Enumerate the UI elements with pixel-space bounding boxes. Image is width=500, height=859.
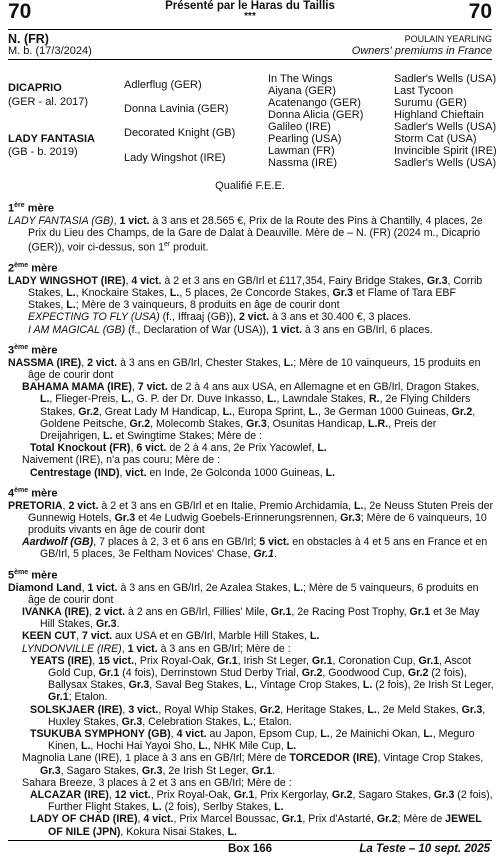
footer-divider: [8, 840, 492, 841]
horse-name: N. (FR): [8, 32, 49, 46]
gen3-5: Galileo (IRE): [268, 121, 331, 133]
gen4-5: Sadler's Wells (USA): [394, 121, 497, 133]
gen3-4: Donna Alicia (GER): [268, 109, 364, 121]
gen4-3: Surumu (GER): [394, 97, 467, 109]
sale-info: La Teste – 10 sept. 2025: [359, 843, 490, 855]
gen4-2: Last Tycoon: [394, 85, 454, 97]
gen3-2: Aiyana (GER): [268, 85, 336, 97]
gen3-7: Lawman (FR): [268, 145, 335, 157]
gen4-7: Invincible Spirit (IRE): [394, 145, 497, 157]
qualification: Qualifié F.E.E.: [215, 180, 285, 192]
gen4-1: Sadler's Wells (USA): [394, 73, 497, 85]
lot-number-left: 70: [8, 0, 32, 23]
sire-desc: (GER - al. 2017): [8, 96, 89, 108]
presenter: Présenté par le Haras du Taillis: [165, 0, 335, 12]
box-number: Box 166: [227, 843, 273, 855]
gen2-4: Lady Wingshot (IRE): [124, 152, 226, 164]
pedigree-family: 1ère mère LADY FANTASIA (GB), 1 vict. à 3 ans et 28.565 €, Prix de la Route des Pins à Chantilly, 4 places, 2e Prix du Lieu des Champs, de la Gare de Dalat à Deauville. Mère de – N. (FR) (2024 m., Dicaprio (GER)), voir ci-dessus, son 1er produit. 2ème mère LADY WINGSHOT (IRE), 4 vict. à 2 et 3 ans en GB/Irl et £117,354, Fairy Bridge Stakes, Gr.3, Corrib Stakes, L., Knockaire Stakes, L., 5 places, 2e Concorde Stakes, Gr.3 et Flame of Tara EBF Stakes, L.; Mère de 3 vainqueurs, 8 produits en âge de courir dont EXPECTING TO FLY (USA) (f., Iffraaj (GB)), 2 vict. à 3 ans et 30.400 €, 3 places. I AM MAGICAL (GB) (f., Declaration of War (USA)), 1 vict. à 3 ans en GB/Irl, 6 places. 3ème mère NASSMA (IRE), 2 vict. à 3 ans en GB/Irl, Chester Stakes, L.; Mère de 10 vainqueurs, 15 produits en âge de courir dont BAHAMA MAMA (IRE), 7 vict. de 2 à 4 ans aux USA, en Allemagne et en GB/Irl, Dragon Stakes, L., Flieger-Preis, L., G. P. der Dr. Duve Inkasso, L., Lawndale Stakes, R., 2e Flying Childers Stakes, Gr.2, Great Lady M Handicap, L., Europa Sprint, L., 3e German 1000 Guineas, Gr.2, Goldene Peitsche, Gr.2, Molecomb Stakes, Gr.3, Osunitas Handicap, L.R., Preis der Dreijahrigen, L. et Swingtime Stakes; Mère de : Total Knockout (FR), 6 vict. de 2 à 4 ans, 2e Prix Yacowlef, L. Naivement (IRE), n'a pas couru; Mère de : Centrestage (IND), vict. en Inde, 2e Golconda 1000 Guineas, L. 4ème mère PRETORIA, 2 vict. à 2 et 3 ans en GB/Irl et en Italie, Premio Archidamia, L., 2e Neuss Stuten Preis der Gunnewig Hotels, Gr.3 et 4e Ludwig Goebels-Erinnerungsrennen, Gr.3; Mère de 6 vainqueurs, 10 produits vivants en âge de courir dont Aardwolf (GB), 7 places à 2, 3 et 6 ans en GB/Irl; 5 vict. en obstacles à 4 et 5 ans en France et en GB/Irl, 5 places, 3e Feltham Novices' Chase, Gr.1. 5ème mère Diamond Land, 1 vict. à 3 ans en GB/Irl, 2e Azalea Stakes, L.; Mère de 5 vainqueurs, 6 produits en âge de courir dont IVANKA (IRE), 2 vict. à 2 ans en GB/Irl, Fillies' Mile, Gr.1, 2e Racing Post Trophy, Gr.1 et 3e May Hill Stakes, Gr.3. KEEN CUT, 7 vict. aux USA et en GB/Irl, Marble Hill Stakes, L. LYNDONVILLE (IRE), 1 vict. à 3 ans en GB/Irl; Mère de : YEATS (IRE), 15 vict., Prix Royal-Oak, Gr.1, Irish St Leger, Gr.1, Coronation Cup, Gr.1, Ascot Gold Cup, Gr.1 (4 fois), Derrinstown Stud Derby Trial, Gr.2, Goodwood Cup, Gr.2 (2 fois), Ballysax Stakes, Gr.3, Saval Beg Stakes, L., Vintage Crop Stakes, L. (2 fois), 2e Irish St Leger, Gr.1; Etalon. SOLSKJAER (IRE), 3 vict., Royal Whip Stakes, Gr.2, Heritage Stakes, L., 2e Meld Stakes, Gr.3, Huxley Stakes, Gr.3, Celebration Stakes, L.; Etalon. TSUKUBA SYMPHONY (GB), 4 vict. au Japon, Epsom Cup, L., 2e Mainichi Okan, L., Meguro Kinen, L., Hochi Hai Yayoi Sho, L., NHK Mile Cup, L. Magnolia Lane (IRE), 1 place à 3 ans en GB/Irl; Mère de TORCEDOR (IRE), Vintage Crop Stakes, Gr.3, Sagaro Stakes, Gr.3, 2e Irish St Leger, Gr.1. Sahara Breeze, 3 places à 2 et 3 ans en GB/Irl; Mère de : ALCAZAR (IRE), 12 vict., Prix Royal-Oak, Gr.1, Prix Kergorlay, Gr.2, Sagaro Stakes, Gr.3 (2 fois), Further Flight Stakes, L. (2 fois), Serlby Stakes, L. LADY OF CHAD (IRE), 4 vict., Prix Marcel Boussac, Gr.1, Prix d'Astarté, Gr.2; Mère de JEWEL OF NILE (JPN), Kokura Nisai Stakes, L.: [8, 202, 494, 838]
gen3-8: Nassma (IRE): [268, 157, 338, 169]
gen3-6: Pearling (USA): [268, 133, 342, 145]
gen2-2: Donna Lavinia (GER): [124, 103, 229, 115]
dam-desc: (GB - b. 2019): [8, 146, 78, 158]
gen4-6: Storm Cat (USA): [394, 133, 477, 145]
gen4-8: Sadler's Wells (USA): [394, 157, 497, 169]
owners-premiums: Owners' premiums in France: [351, 45, 492, 57]
stars: ***: [244, 11, 256, 22]
dam-name: LADY FANTASIA: [8, 133, 95, 145]
horse-birth: M. b. (17/3/2024): [8, 45, 92, 57]
header-divider: [8, 29, 492, 30]
gen2-3: Decorated Knight (GB): [124, 127, 236, 139]
gen3-1: In The Wings: [268, 73, 333, 85]
gen3-3: Acatenango (GER): [268, 97, 361, 109]
lot-number-right: 70: [468, 0, 492, 23]
sire-name: DICAPRIO: [8, 82, 62, 94]
header-divider-2: [8, 59, 492, 60]
gen4-4: Highland Chieftain: [394, 109, 484, 121]
horse-type: POULAIN YEARLING: [404, 34, 492, 44]
gen2-1: Adlerflug (GER): [124, 79, 202, 91]
